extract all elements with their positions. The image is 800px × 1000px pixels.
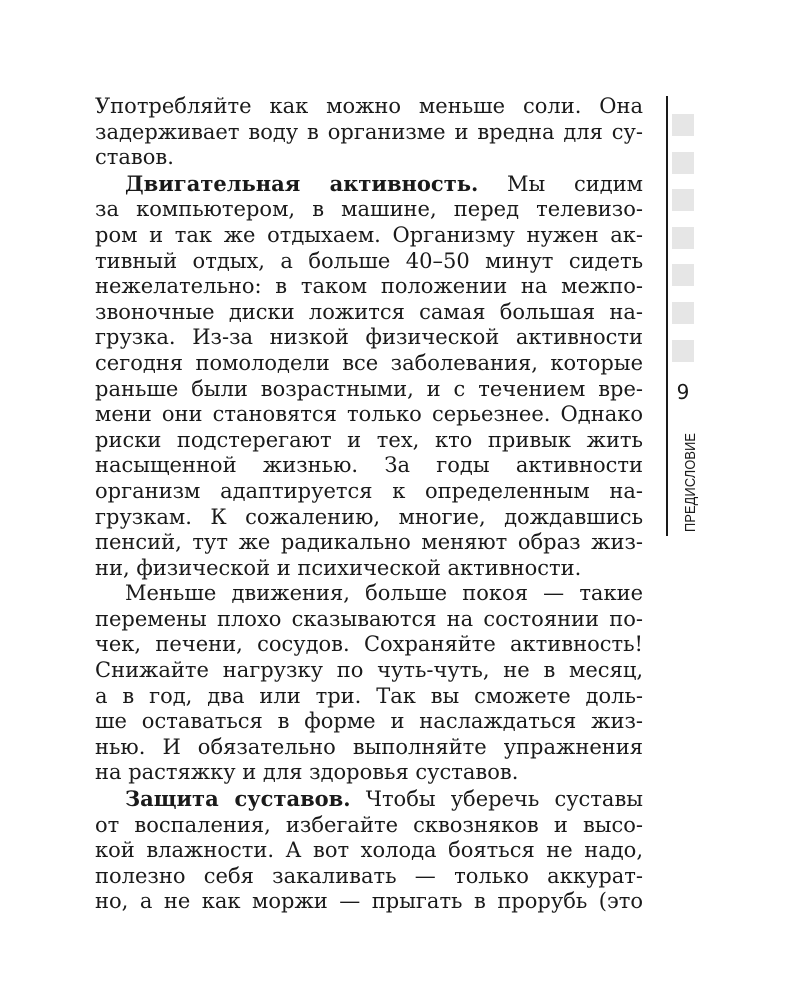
- text-fragment: Мы сидим: [478, 171, 643, 196]
- text-line: Снижайте нагрузку по чуть-чуть, не в месяц,: [95, 658, 643, 683]
- margin-square: [672, 152, 694, 174]
- text-line: пенсий, тут же радикально меняют образ жиз-: [95, 530, 643, 555]
- text-line: раньше были возрастными, и с течением вре-: [95, 376, 643, 401]
- margin-square: [672, 302, 694, 324]
- text-line: а в год, два или три. Так вы сможете доль-: [95, 683, 643, 708]
- text-line: организм адаптируется к определенным на-: [95, 478, 643, 503]
- text-line: нью. И обязательно выполняйте упражнения: [95, 734, 643, 759]
- paragraph: [95, 786, 643, 915]
- text-line: ни, физической и психической активности.: [95, 555, 582, 580]
- text-line: грузкам. К сожалению, многие, дождавшись: [95, 504, 643, 529]
- text-line: чек, печени, сосудов. Сохраняйте активность!: [95, 632, 643, 657]
- text-line: Употребляйте как можно меньше соли. Она: [95, 94, 643, 118]
- text-line: ше оставаться в форме и наслаждаться жиз-: [95, 709, 643, 734]
- text-line: задерживает воду в организме и вредна для су-: [95, 119, 643, 144]
- margin-square: [672, 340, 694, 362]
- text-line: Меньше движения, больше покоя — такие: [125, 581, 643, 606]
- section-heading: Двигательная активность.: [125, 170, 479, 196]
- text-line: нежелательно: в таком положении на межпо-: [95, 274, 643, 299]
- text-line: насыщенной жизнью. За годы активности: [95, 453, 643, 478]
- text-line: мени они становятся только серьезнее. Однако: [95, 402, 643, 427]
- margin-tab-markers: [672, 114, 694, 377]
- text-line: полезно себя закаливать — только аккурат-: [95, 863, 643, 888]
- margin-square: [672, 227, 694, 249]
- margin-rule: [666, 96, 668, 536]
- text-line: но, а не как моржи — прыгать в прорубь (это: [95, 889, 643, 914]
- text-line: от воспаления, избегайте сквозняков и высо-: [95, 812, 643, 837]
- margin-square: [672, 264, 694, 286]
- text-line: кой влажности. А вот холода бояться не надо,: [95, 838, 643, 863]
- paragraph: [95, 94, 643, 171]
- text-line: за компьютером, в машине, перед телевизо-: [95, 197, 643, 222]
- text-line: звоночные диски ложится самая большая на-: [95, 299, 643, 324]
- page-number: 9: [676, 380, 690, 404]
- margin-square: [672, 114, 694, 136]
- text-line: ставов.: [95, 145, 174, 170]
- paragraph: [95, 171, 643, 582]
- body-text: [95, 94, 643, 915]
- section-label: ПРЕДИСЛОВИЕ: [682, 432, 699, 532]
- text-line: на растяжку и для здоровья суставов.: [95, 760, 519, 785]
- text-line: сегодня помолодели все заболевания, которые: [95, 350, 643, 375]
- section-heading: Защита суставов.: [125, 786, 351, 812]
- text-line: [95, 171, 643, 198]
- text-line: риски подстерегают и тех, кто привык жить: [95, 427, 643, 452]
- text-line: перемены плохо сказываются на состоянии по-: [95, 606, 643, 631]
- paragraph: [95, 581, 643, 786]
- text-line: [95, 786, 643, 813]
- text-fragment: Чтобы уберечь суставы: [350, 787, 643, 812]
- text-line: грузка. Из-за низкой физической активности: [95, 325, 643, 350]
- text-line: ром и так же отдыхаем. Организму нужен ак-: [95, 222, 643, 247]
- margin-square: [672, 189, 694, 211]
- text-line: тивный отдых, а больше 40–50 минут сидеть: [95, 248, 643, 273]
